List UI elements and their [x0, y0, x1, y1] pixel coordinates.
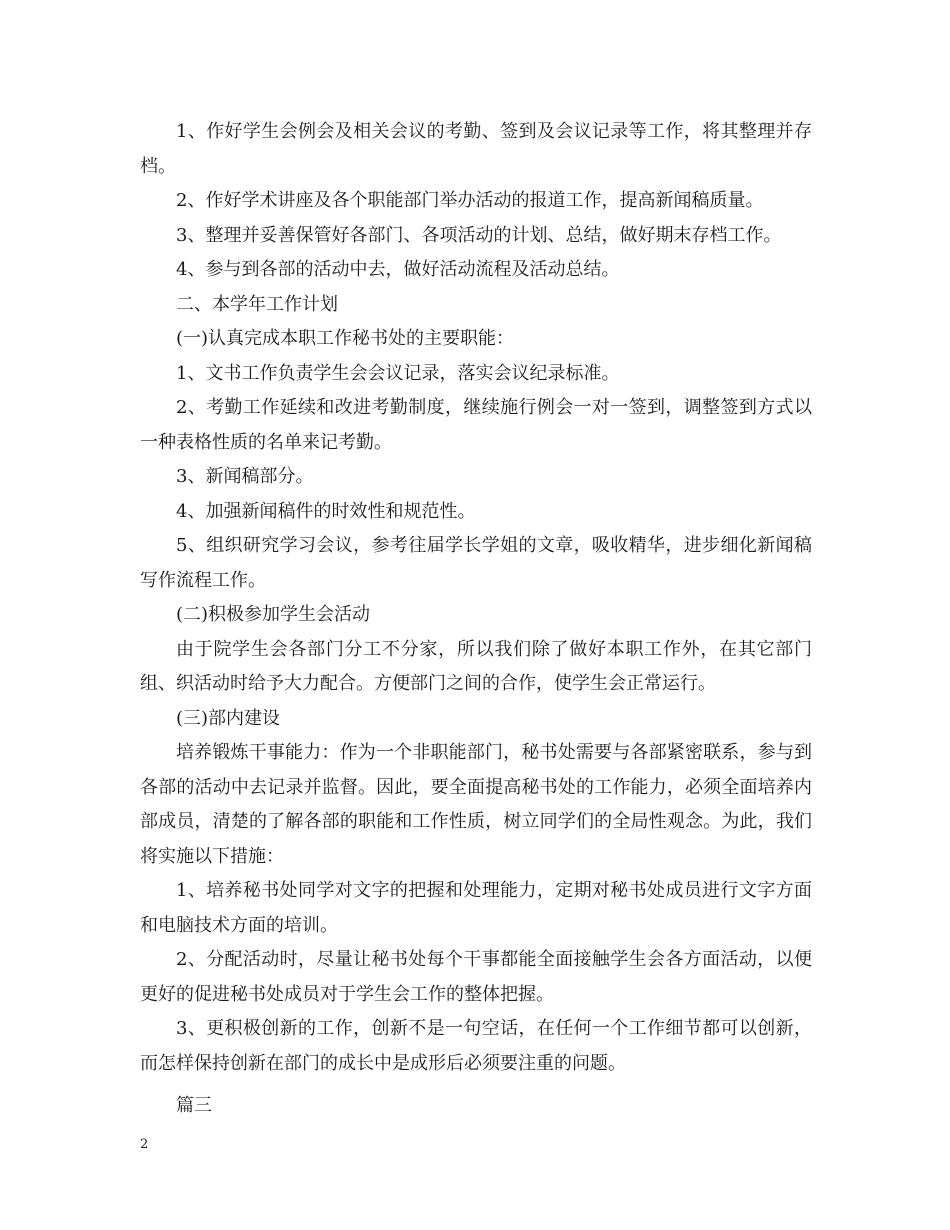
paragraph: 1、培养秘书处同学对文字的把握和处理能力，定期对秘书处成员进行文字方面和电脑技术方面的培训。: [140, 880, 812, 936]
subsection-heading: (二)积极参加学生会活动: [176, 604, 371, 625]
paragraph: 4、参与到各部的活动中去，做好活动流程及活动总结。: [176, 259, 620, 280]
paragraph: 3、更积极创新的工作，创新不是一句空话，在任何一个工作细节都可以创新，而怎样保持创新在部门的成长中是成形后必须要注重的问题。: [140, 1018, 812, 1074]
section-heading: 篇三: [176, 1095, 212, 1116]
document-body: [140, 115, 812, 1124]
paragraph: 2、作好学术讲座及各个职能部门举办活动的报道工作，提高新闻稿质量。: [176, 190, 764, 211]
subsection-heading: (一)认真完成本职工作秘书处的主要职能：: [176, 328, 515, 349]
paragraph: 3、新闻稿部分。: [176, 466, 314, 487]
paragraph: 2、分配活动时，尽量让秘书处每个干事都能全面接触学生会各方面活动，以便更好的促进秘书处成员对于学生会工作的整体把握。: [140, 949, 812, 1005]
paragraph: 1、文书工作负责学生会会议记录，落实会议纪录标准。: [176, 362, 620, 384]
paragraph: 3、整理并妥善保管好各部门、各项活动的计划、总结，做好期末存档工作。: [176, 224, 782, 246]
paragraph: 由于院学生会各部门分工不分家，所以我们除了做好本职工作外，在其它部门组、织活动时给予大力配合。方便部门之间的合作，使学生会正常运行。: [140, 638, 812, 694]
paragraph: 2、考勤工作延续和改进考勤制度，继续施行例会一对一签到，调整签到方式以一种表格性质的名单来记考勤。: [140, 397, 812, 453]
paragraph: 4、加强新闻稿件的时效性和规范性。: [176, 500, 476, 522]
page-number: 2: [140, 1137, 149, 1152]
paragraph: 5、组织研究学习会议，参考往届学长学姐的文章，吸收精华，进步细化新闻稿写作流程工作。: [140, 535, 812, 591]
section-heading: 二、本学年工作计划: [176, 293, 338, 315]
paragraph: 培养锻炼干事能力：作为一个非职能部门，秘书处需要与各部紧密联系，参与到各部的活动中去记录并监督。因此，要全面提高秘书处的工作能力，必须全面培养内部成员，清楚的了解各部的职能和工作性质，树立同学们的全局性观念。为此，我们将实施以下措施：: [140, 742, 812, 867]
subsection-heading: (三)部内建设: [176, 707, 281, 729]
paragraph: 1、作好学生会例会及相关会议的考勤、签到及会议记录等工作，将其整理并存档。: [140, 121, 812, 177]
